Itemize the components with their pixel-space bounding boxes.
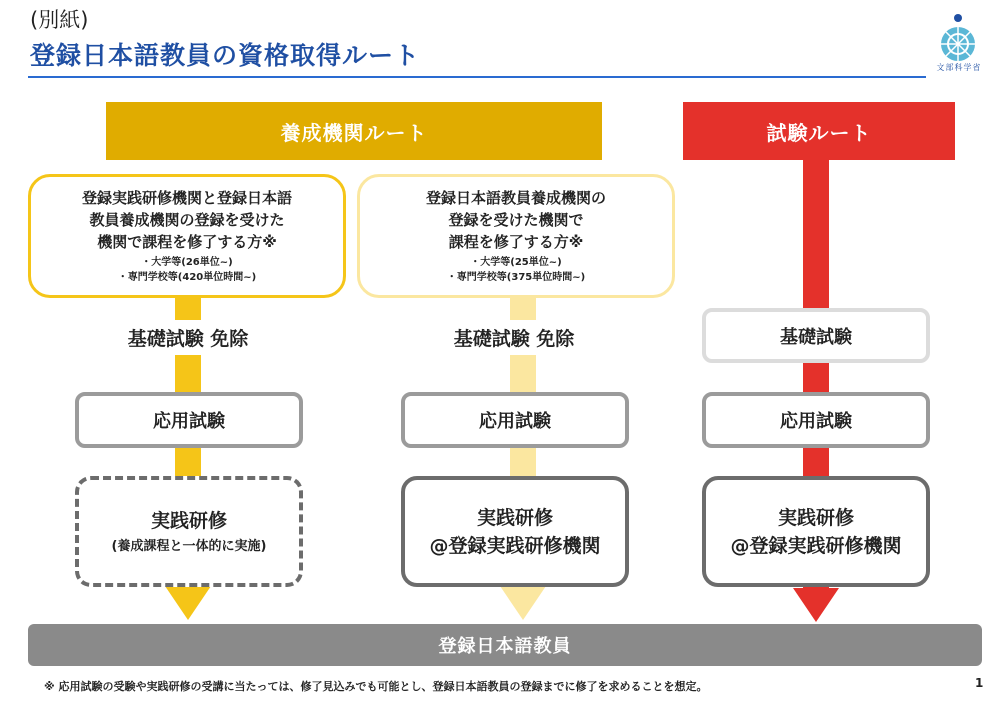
- page-title: 登録日本語教員の資格取得ルート: [30, 41, 421, 70]
- page-number: 1: [975, 676, 984, 690]
- result-label: 登録日本語教員: [438, 636, 572, 657]
- description-line: 登録日本語教員養成機関の: [425, 189, 606, 207]
- practice-location: @登録実践研修機関: [730, 534, 902, 557]
- document-label: (別紙): [30, 8, 89, 32]
- arrow-head-down-icon: [793, 588, 839, 622]
- description-line: 課程を修了する方※: [448, 233, 584, 251]
- practice-note: (養成課程と一体的に実施): [111, 538, 267, 554]
- practical-training-box-3: [702, 476, 930, 587]
- arrow-head-down-icon: [165, 586, 211, 620]
- exam-route-label: 試験ルート: [766, 120, 872, 145]
- header-divider: [28, 76, 926, 78]
- applied-exam-box-3: 応用試験: [702, 392, 930, 448]
- practice-title: 実践研修: [476, 506, 553, 529]
- basic-exam-exempt-1: 基礎試験 免除: [100, 320, 276, 355]
- requirement-university: ・大学等(25単位~): [470, 257, 562, 268]
- description-requirements: [447, 255, 585, 285]
- description-requirements: [118, 255, 256, 285]
- description-line: 機関で課程を修了する方※: [97, 233, 277, 251]
- description-line: 登録実践研修機関と登録日本語: [81, 189, 292, 207]
- footnote: ※ 応用試験の受験や実践研修の受講に当たっては、修了見込みでも可能とし、登録日本語教員の登録までに修了を求めることを想定。: [44, 680, 708, 693]
- practice-title: 実践研修: [777, 506, 854, 529]
- training-route-label: 養成機関ルート: [280, 120, 428, 145]
- training-route-band: [106, 102, 602, 160]
- requirement-university: ・大学等(26単位~): [141, 257, 233, 268]
- logo-text: 文部科学省: [936, 63, 982, 72]
- description-line: 教員養成機関の登録を受けた: [89, 211, 285, 229]
- practical-training-box-1: [75, 476, 303, 587]
- applied-exam-box-1: 応用試験: [75, 392, 303, 448]
- registered-teacher-result-bar: [28, 624, 982, 666]
- arrow-head-down-icon: [500, 586, 546, 620]
- requirement-vocational: ・専門学校等(420単位時間~): [117, 272, 257, 283]
- practical-training-box-2: [401, 476, 629, 587]
- route-description-1: [28, 174, 346, 298]
- requirement-vocational: ・専門学校等(375単位時間~): [446, 272, 586, 283]
- practice-title: 実践研修: [150, 509, 227, 532]
- route-description-2: [357, 174, 675, 298]
- exam-route-band: [683, 102, 955, 160]
- basic-exam-box: 基礎試験: [702, 308, 930, 363]
- description-line: 登録を受けた機関で: [448, 211, 584, 229]
- basic-exam-exempt-2: 基礎試験 免除: [426, 320, 602, 355]
- applied-exam-box-2: 応用試験: [401, 392, 629, 448]
- practice-location: @登録実践研修機関: [429, 534, 601, 557]
